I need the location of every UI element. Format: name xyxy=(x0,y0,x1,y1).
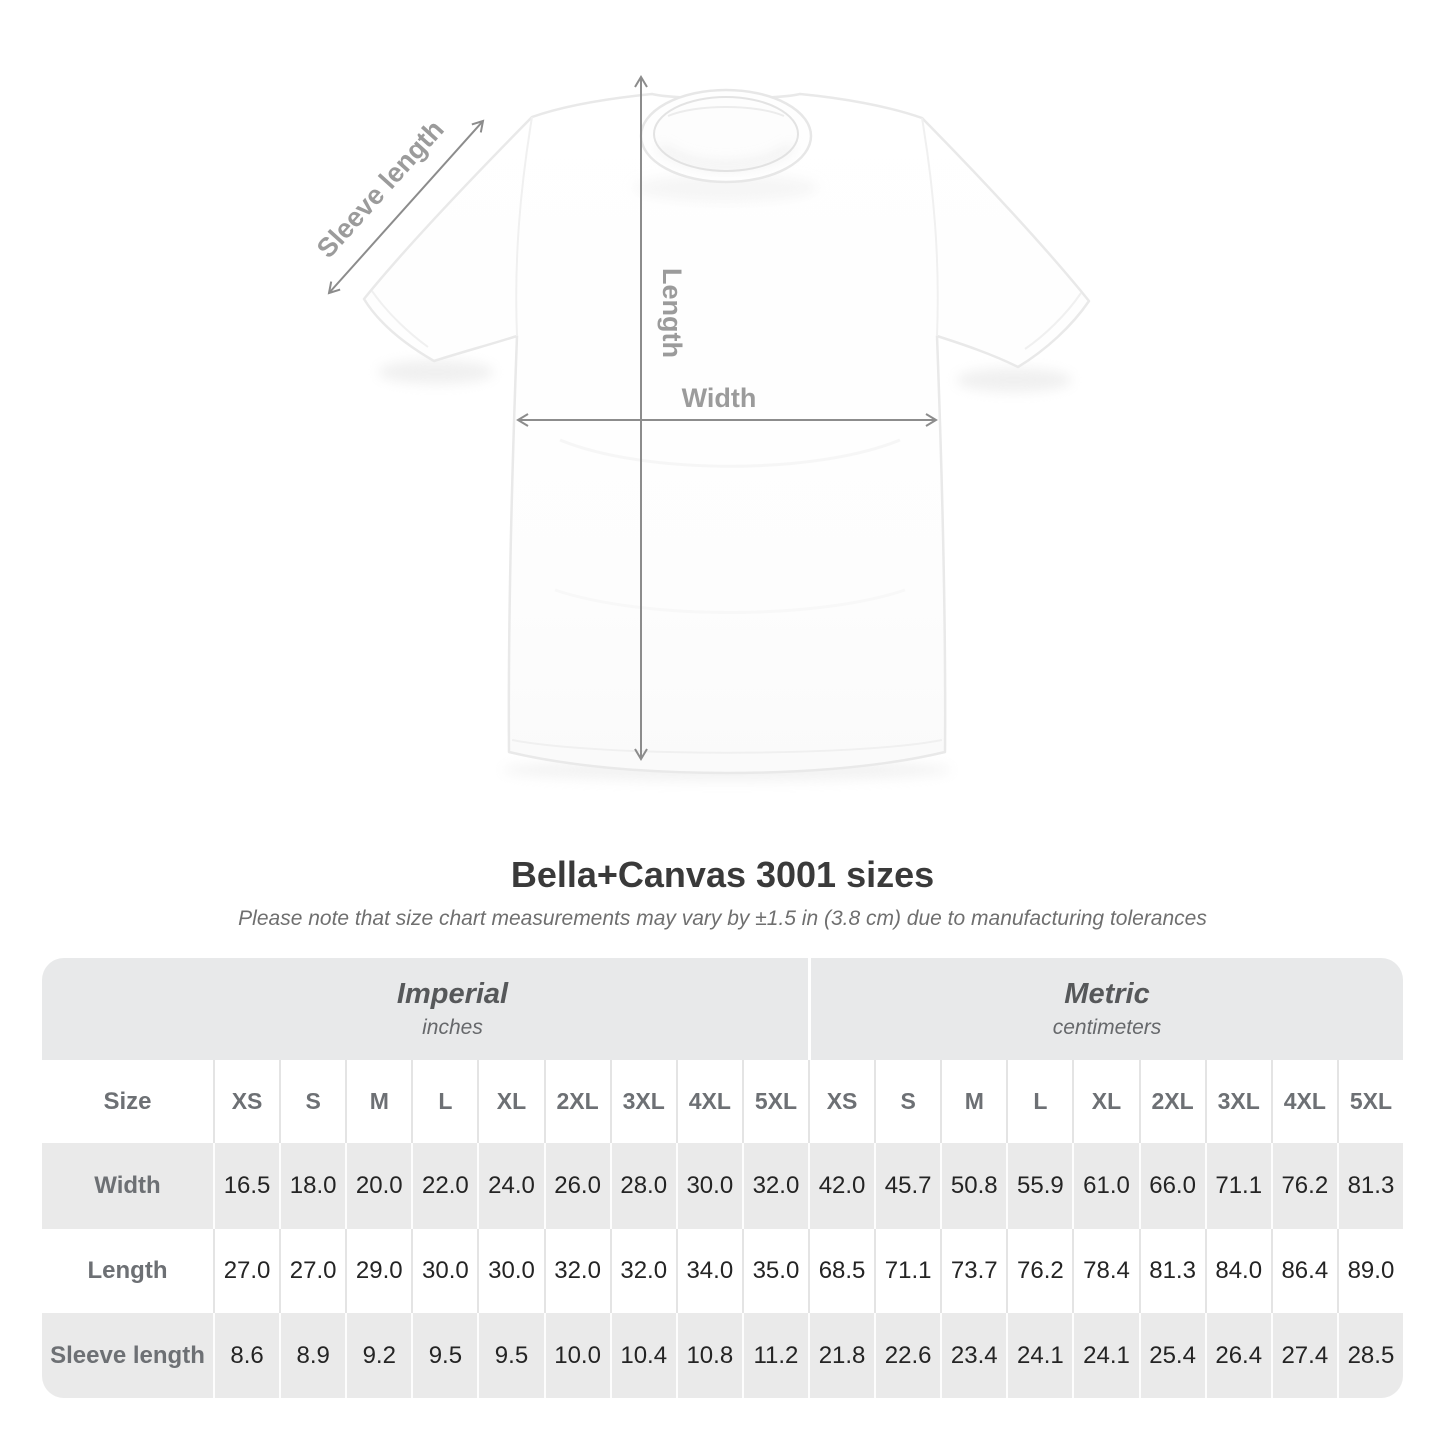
size-col-header: XS xyxy=(808,1060,874,1143)
size-col-header: S xyxy=(874,1060,940,1143)
sleeve-length-label: Sleeve length xyxy=(310,114,450,264)
measurement-cell: 32.0 xyxy=(742,1143,808,1229)
measurement-cell: 24.1 xyxy=(1006,1313,1072,1398)
row-label-width: Width xyxy=(94,1172,161,1199)
metric-label: Metric xyxy=(1064,978,1150,1010)
measurement-cell: 76.2 xyxy=(1271,1143,1337,1229)
size-col-header: 2XL xyxy=(544,1060,610,1143)
measurement-cell: 27.0 xyxy=(213,1229,279,1313)
measurement-cell: 8.6 xyxy=(213,1313,279,1398)
measurement-cell: 81.3 xyxy=(1337,1143,1403,1229)
measurement-cell: 45.7 xyxy=(874,1143,940,1229)
measurement-cell: 24.1 xyxy=(1072,1313,1138,1398)
measurement-cell: 9.2 xyxy=(345,1313,411,1398)
measurement-cell: 73.7 xyxy=(940,1229,1006,1313)
measurement-cell: 29.0 xyxy=(345,1229,411,1313)
size-col-header: S xyxy=(279,1060,345,1143)
size-col-header: XS xyxy=(213,1060,279,1143)
measurement-cell: 28.0 xyxy=(610,1143,676,1229)
measurement-cell: 66.0 xyxy=(1139,1143,1205,1229)
row-label-sleeve-length: Sleeve length xyxy=(50,1341,205,1369)
width-row xyxy=(42,1143,1403,1229)
size-col-header: M xyxy=(345,1060,411,1143)
measurement-cell: 28.5 xyxy=(1337,1313,1403,1398)
measurement-cell: 9.5 xyxy=(411,1313,477,1398)
size-col-header: 3XL xyxy=(610,1060,676,1143)
size-col-header: L xyxy=(411,1060,477,1143)
measurement-cell: 9.5 xyxy=(477,1313,543,1398)
collar xyxy=(634,90,818,202)
measurement-cell: 18.0 xyxy=(279,1143,345,1229)
measurement-cell: 21.8 xyxy=(808,1313,874,1398)
size-col-header: 4XL xyxy=(676,1060,742,1143)
measurement-cell: 71.1 xyxy=(874,1229,940,1313)
measurement-cell: 50.8 xyxy=(940,1143,1006,1229)
measurement-cell: 42.0 xyxy=(808,1143,874,1229)
measurement-cell: 61.0 xyxy=(1072,1143,1138,1229)
measurement-cell: 81.3 xyxy=(1139,1229,1205,1313)
size-col-header: 2XL xyxy=(1139,1060,1205,1143)
imperial-label: Imperial xyxy=(396,978,509,1010)
size-column-header: Size xyxy=(103,1087,152,1115)
length-label: Length xyxy=(657,268,687,358)
unit-group-metric xyxy=(808,958,1403,1060)
size-col-header: M xyxy=(940,1060,1006,1143)
measurement-cell: 35.0 xyxy=(742,1229,808,1313)
measurement-cell: 55.9 xyxy=(1006,1143,1072,1229)
measurement-cell: 86.4 xyxy=(1271,1229,1337,1313)
measurement-cell: 23.4 xyxy=(940,1313,1006,1398)
measurement-cell: 27.4 xyxy=(1271,1313,1337,1398)
measurement-cell: 32.0 xyxy=(610,1229,676,1313)
measurement-cell: 22.0 xyxy=(411,1143,477,1229)
measurement-cell: 32.0 xyxy=(544,1229,610,1313)
unit-group-imperial xyxy=(42,958,808,1060)
size-col-header: 3XL xyxy=(1205,1060,1271,1143)
size-table xyxy=(42,958,1403,1398)
tolerance-note: Please note that size chart measurements may vary by ±1.5 in (3.8 cm) due to manufacturing tolerances xyxy=(238,907,1207,930)
page-title: Bella+Canvas 3001 sizes xyxy=(510,854,935,895)
measurement-cell: 89.0 xyxy=(1337,1229,1403,1313)
measurement-cell: 26.0 xyxy=(544,1143,610,1229)
width-label: Width xyxy=(681,383,757,413)
size-col-header: 5XL xyxy=(742,1060,808,1143)
measurement-cell: 30.0 xyxy=(676,1143,742,1229)
measurement-cell: 68.5 xyxy=(808,1229,874,1313)
length-row xyxy=(42,1229,1403,1313)
measurement-cell: 10.8 xyxy=(676,1313,742,1398)
measurement-cell: 84.0 xyxy=(1205,1229,1271,1313)
measurement-cell: 26.4 xyxy=(1205,1313,1271,1398)
size-header-row xyxy=(42,1060,1403,1143)
imperial-sublabel: inches xyxy=(422,1016,483,1039)
metric-sublabel: centimeters xyxy=(1052,1016,1162,1039)
size-col-header: 4XL xyxy=(1271,1060,1337,1143)
measurement-cell: 30.0 xyxy=(411,1229,477,1313)
measurement-cell: 24.0 xyxy=(477,1143,543,1229)
measurement-cell: 25.4 xyxy=(1139,1313,1205,1398)
size-col-header: XL xyxy=(1072,1060,1138,1143)
size-col-header: XL xyxy=(477,1060,543,1143)
measurement-cell: 30.0 xyxy=(477,1229,543,1313)
measurement-cell: 76.2 xyxy=(1006,1229,1072,1313)
measurement-cell: 8.9 xyxy=(279,1313,345,1398)
measurement-cell: 10.0 xyxy=(544,1313,610,1398)
row-label-length: Length xyxy=(87,1257,168,1284)
size-col-header: L xyxy=(1006,1060,1072,1143)
size-col-header: 5XL xyxy=(1337,1060,1403,1143)
measurement-cell: 78.4 xyxy=(1072,1229,1138,1313)
measurement-cell: 22.6 xyxy=(874,1313,940,1398)
sleeve-length-row xyxy=(42,1313,1403,1398)
measurement-cell: 27.0 xyxy=(279,1229,345,1313)
measurement-cell: 10.4 xyxy=(610,1313,676,1398)
measurement-cell: 20.0 xyxy=(345,1143,411,1229)
unit-header-band xyxy=(42,958,1403,1060)
measurement-cell: 34.0 xyxy=(676,1229,742,1313)
measurement-cell: 71.1 xyxy=(1205,1143,1271,1229)
measurement-cell: 16.5 xyxy=(213,1143,279,1229)
measurement-cell: 11.2 xyxy=(742,1313,808,1398)
